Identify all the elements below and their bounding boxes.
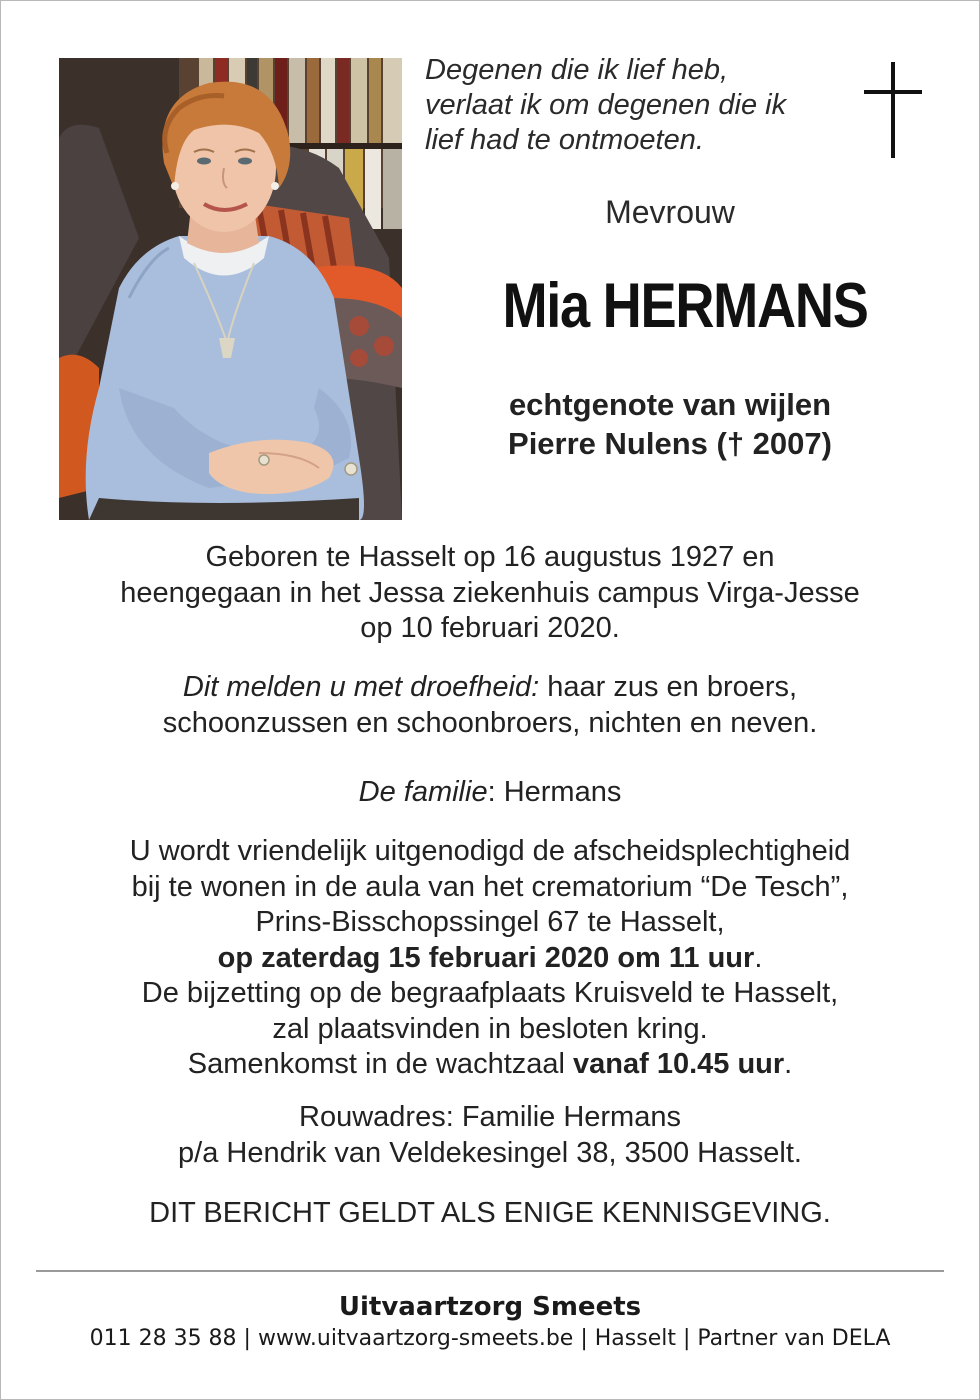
birth-death-info: [40, 540, 940, 647]
spouse-line: Pierre Nulens († 2007): [508, 426, 832, 461]
ceremony-datetime: op zaterdag 15 februari 2020 om 11 uur: [217, 941, 755, 974]
gathering-time: vanaf 10.45 uur: [573, 1048, 785, 1080]
funeral-home-contact: 011 28 35 88 | www.uitvaartzorg-smeets.be | Hasselt | Partner van DELA: [89, 1326, 891, 1351]
spouse-line: echtgenote van wijlen: [508, 387, 832, 422]
invite-line: Prins-Bisschopssingel 67 te Hasselt,: [255, 906, 725, 938]
portrait-photo-icon: [59, 58, 402, 520]
funeral-home-name: Uitvaartzorg Smeets: [338, 1292, 642, 1322]
invite-line: De bijzetting op de begraafplaats Kruisveld te Hasselt,: [141, 977, 839, 1009]
notice-text: DIT BERICHT GELDT ALS ENIGE KENNISGEVING.: [149, 1197, 831, 1229]
gathering-text: Samenkomst in de wachtzaal: [187, 1048, 574, 1080]
invite-punct: .: [754, 941, 763, 974]
family-label: De familie: [358, 776, 488, 808]
spouse-info: [440, 385, 900, 463]
announcement-relatives-line2: schoonzussen en schoonbroers, nichten en neven.: [162, 706, 818, 739]
deceased-name: Mia HERMANS: [502, 271, 868, 341]
official-notice: [40, 1196, 940, 1232]
invite-line: bij te wonen in de aula van het crematorium “De Tesch”,: [131, 870, 849, 903]
invite-punct: .: [784, 1048, 793, 1080]
family-value: : Hermans: [487, 776, 622, 808]
mourning-address: [40, 1100, 940, 1171]
honorific: Mevrouw: [605, 194, 735, 230]
birth-line: Geboren te Hasselt op 16 augustus 1927 en: [205, 541, 775, 573]
birth-line: op 10 februari 2020.: [360, 612, 620, 644]
footer-divider: [36, 1270, 944, 1272]
invite-line: U wordt vriendelijk uitgenodigd de afscheidsplechtigheid: [129, 835, 851, 867]
invite-line: zal plaatsvinden in besloten kring.: [272, 1012, 708, 1045]
announcement-relatives: haar zus en broers,: [539, 671, 798, 703]
portrait-photo: [59, 58, 402, 520]
address-line: Rouwadres: Familie Hermans: [299, 1101, 681, 1133]
memorial-quote: [425, 53, 845, 158]
announcement-lead: Dit melden u met droefheid:: [182, 671, 540, 703]
announcement: [40, 670, 940, 741]
birth-line: heengegaan in het Jessa ziekenhuis campus Virga-Jesse: [120, 576, 860, 609]
ceremony-invitation: [40, 834, 940, 1083]
address-line: p/a Hendrik van Veldekesingel 38, 3500 Hasselt.: [178, 1136, 802, 1169]
quote-line: verlaat ik om degenen die ik: [425, 89, 787, 121]
quote-line: lief had te ontmoeten.: [425, 124, 704, 156]
family-line: [40, 775, 940, 811]
quote-line: Degenen die ik lief heb,: [425, 54, 729, 86]
cross-icon: [864, 62, 922, 158]
